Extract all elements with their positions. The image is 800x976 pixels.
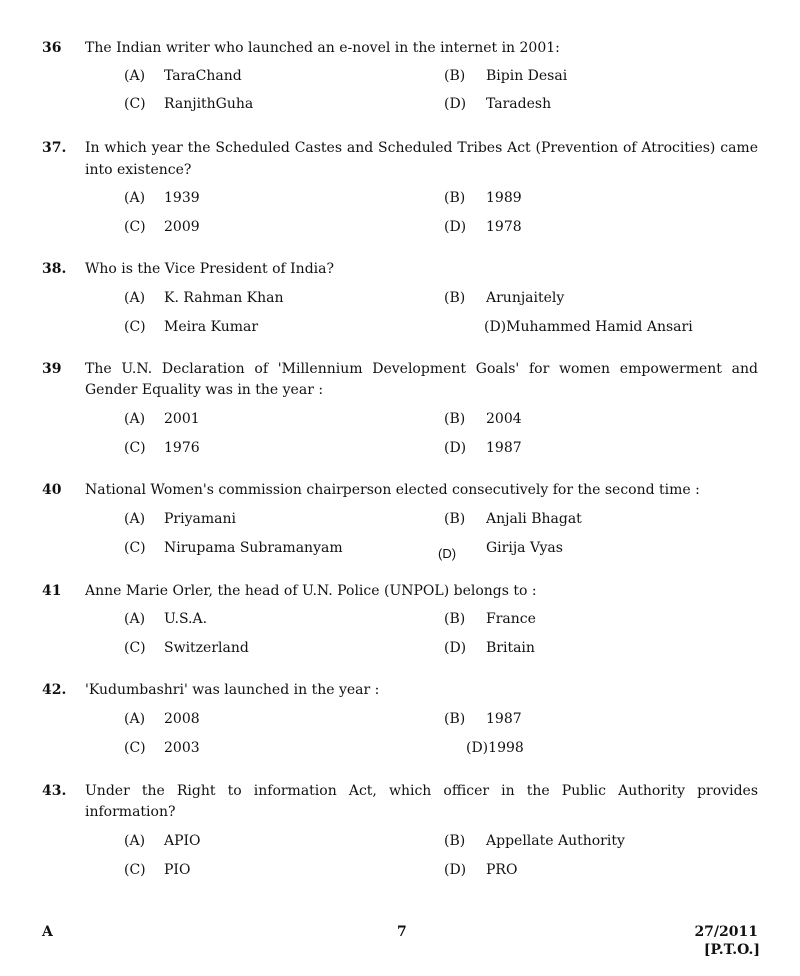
option-label: (A): [124, 611, 146, 627]
option-text: Bipin Desai: [486, 68, 568, 84]
option-label: (B): [444, 68, 466, 84]
option-text: 1978: [486, 219, 522, 235]
option-label: (B): [444, 290, 466, 306]
option-label: (C): [124, 219, 146, 235]
question-number: 36: [42, 40, 62, 56]
option-label: (B): [444, 711, 466, 727]
option-label: (D): [444, 96, 467, 112]
option-label: (A): [124, 511, 146, 527]
option-text: 2008: [164, 711, 200, 727]
option-label: (B): [444, 411, 466, 427]
question-text: Under the Right to information Act, which officer in the Public Authority provides: [85, 783, 758, 799]
option-text: Arunjaitely: [486, 290, 565, 306]
option-label: (D): [466, 740, 489, 756]
option-text: U.S.A.: [164, 611, 208, 627]
option-text: Nirupama Subramanyam: [164, 540, 343, 556]
question-number: 38.: [42, 261, 67, 277]
option-text: 2009: [164, 219, 200, 235]
option-label: (C): [124, 440, 146, 456]
option-text: APIO: [164, 833, 201, 849]
option-text: 2001: [164, 411, 200, 427]
option-label: (C): [124, 862, 146, 878]
option-label: (B): [444, 190, 466, 206]
question-number: 40: [42, 482, 62, 498]
option-text: PRO: [486, 862, 518, 878]
option-text: 2003: [164, 740, 200, 756]
option-text: France: [486, 611, 536, 627]
option-label: (D): [444, 640, 467, 656]
question-text: The Indian writer who launched an e-novel in the internet in 2001:: [85, 40, 560, 56]
option-text: Anjali Bhagat: [486, 511, 582, 527]
question-number: 41: [42, 583, 62, 599]
question-text: into existence?: [85, 162, 192, 178]
question-series: A: [42, 924, 53, 940]
question-number: 43.: [42, 783, 67, 799]
option-text: Switzerland: [164, 640, 249, 656]
option-label: (C): [124, 540, 146, 556]
option-text: K. Rahman Khan: [164, 290, 284, 306]
option-text: 1987: [486, 711, 522, 727]
option-text: PIO: [164, 862, 191, 878]
question-text: Gender Equality was in the year :: [85, 382, 324, 398]
option-text: 1987: [486, 440, 522, 456]
option-text: 1976: [164, 440, 200, 456]
option-label: (A): [124, 411, 146, 427]
option-label: (D): [484, 319, 507, 335]
option-d: [484, 317, 693, 337]
option-label: (B): [444, 511, 466, 527]
question-text: National Women's commission chairperson elected consecutively for the second time :: [85, 482, 700, 498]
question-text: The U.N. Declaration of 'Millennium Development Goals' for women empowerment and: [85, 361, 758, 377]
option-label: (D): [444, 862, 467, 878]
option-text: Taradesh: [486, 96, 552, 112]
question-number: 42.: [42, 682, 67, 698]
option-text: TaraChand: [164, 68, 242, 84]
option-text: Muhammed Hamid Ansari: [506, 319, 693, 335]
option-text: Appellate Authority: [486, 833, 625, 849]
question-text: 'Kudumbashri' was launched in the year :: [85, 682, 380, 698]
option-label: (B): [444, 611, 466, 627]
option-label: (C): [124, 319, 146, 335]
option-text: 1998: [488, 740, 524, 756]
option-text: Girija Vyas: [486, 540, 563, 556]
question-number: 37.: [42, 140, 67, 156]
option-text: 1989: [486, 190, 522, 206]
option-label: (C): [124, 96, 146, 112]
question-text: information?: [85, 804, 176, 820]
option-label: (A): [124, 190, 146, 206]
option-label: (A): [124, 833, 146, 849]
option-text: RanjithGuha: [164, 96, 254, 112]
option-label: (A): [124, 290, 146, 306]
option-text: Priyamani: [164, 511, 236, 527]
option-label: (D): [444, 219, 467, 235]
option-text: Britain: [486, 640, 535, 656]
question-text: Who is the Vice President of India?: [85, 261, 334, 277]
option-label: (A): [124, 68, 146, 84]
option-text: 1939: [164, 190, 200, 206]
option-label: (D): [444, 440, 467, 456]
option-d: [466, 738, 524, 758]
option-label: (C): [124, 740, 146, 756]
please-turn-over: [P.T.O.]: [703, 942, 760, 958]
question-text: Anne Marie Orler, the head of U.N. Police (UNPOL) belongs to :: [85, 583, 537, 599]
question-number: 39: [42, 361, 62, 377]
option-label: (C): [124, 640, 146, 656]
option-text: Meira Kumar: [164, 319, 259, 335]
paper-code: 27/2011: [694, 924, 758, 940]
option-text: 2004: [486, 411, 522, 427]
page-number: 7: [397, 924, 407, 940]
option-label: (B): [444, 833, 466, 849]
option-label: (D): [438, 546, 457, 561]
option-label: (A): [124, 711, 146, 727]
question-text: In which year the Scheduled Castes and Scheduled Tribes Act (Prevention of Atrocities) came: [85, 140, 758, 156]
